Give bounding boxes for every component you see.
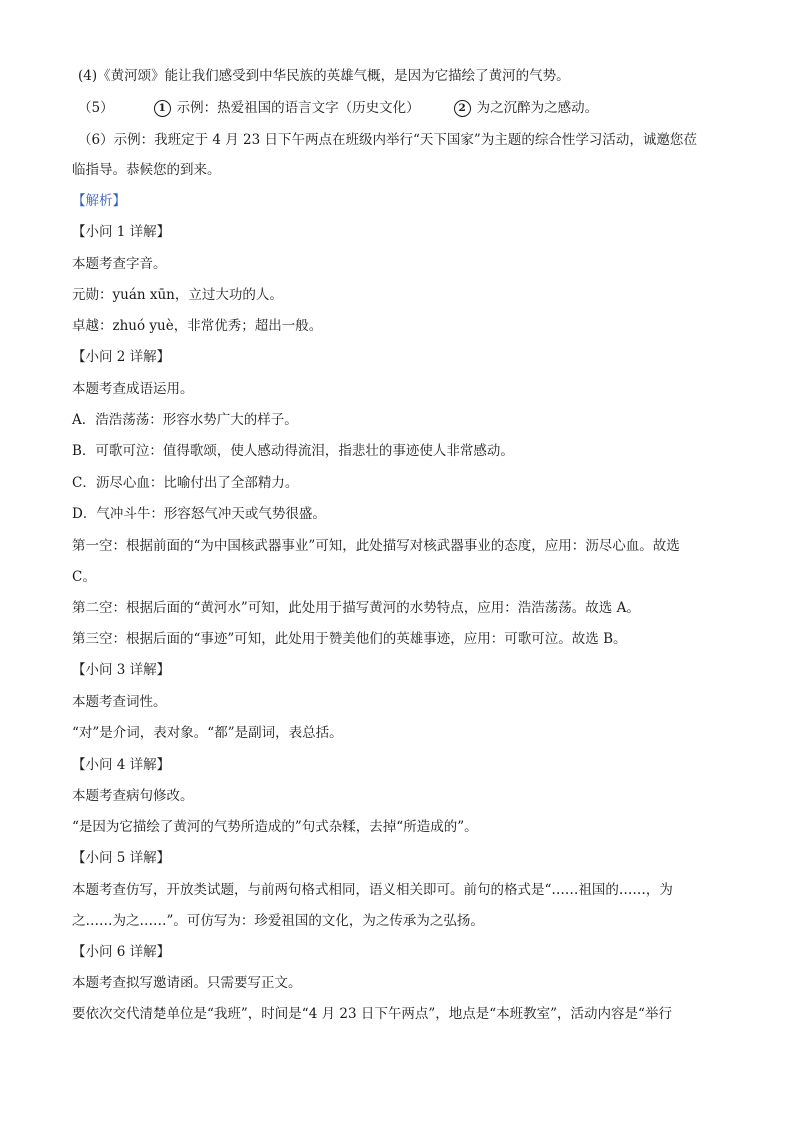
q1-line: 本题考查字音。 [72,256,167,272]
answer-6-line-2: 临指导。恭候您的到来。 [72,162,221,178]
q4-heading: 【小问 4 详解】 [72,757,171,773]
q6-line: 本题考查拟写邀请函。只需要写正文。 [72,975,302,991]
answer-5 [78,98,730,118]
q1-line: 元勋：yuán xūn，立过大功的人。 [72,287,283,303]
q2-blank-2: 第二空：根据后面的“黄河水”可知，此处用于描写黄河的水势特点，应用：浩浩荡荡。故选 A。 [72,600,640,616]
q2-line: 本题考查成语运用。 [72,381,194,397]
answer-5-label: （5） [78,100,114,116]
q4-line: 本题考查病句修改。 [72,788,194,804]
q6-heading: 【小问 6 详解】 [72,944,171,960]
answer-4: (4)《黄河颂》能让我们感受到中华民族的英雄气概，是因为它描绘了黄河的气势。 [78,68,570,84]
q2-blank-1: 第一空：根据前面的“为中国核武器事业”可知，此处描写对核武器事业的态度，应用：沥尽心血。故选 [72,538,680,554]
circled-number-2-icon: 2 [454,100,471,117]
q2-option-c: C．沥尽心血：比喻付出了全部精力。 [72,475,299,491]
analysis-heading: 【解析】 [72,193,126,209]
q2-blank-3: 第三空：根据后面的“事迹”可知，此处用于赞美他们的英雄事迹，应用：可歌可泣。故选 B。 [72,631,627,647]
answer-6-line-1: （6）示例：我班定于 4 月 23 日下午两点在班级内举行“天下国家”为主题的综合性学习活动，诚邀您莅 [78,132,697,148]
q5-heading: 【小问 5 详解】 [72,850,171,866]
q6-line: 要依次交代清楚单位是“我班”，时间是“4 月 23 日下午两点”，地点是“本班教室”，活动内容是“举行 [72,1006,672,1022]
q2-option-b: B．可歌可泣：值得歌颂，使人感动得流泪，指悲壮的事迹使人非常感动。 [72,443,514,459]
q3-line: “对”是介词，表对象。“都”是副词，表总括。 [72,725,343,741]
q2-heading: 【小问 2 详解】 [72,349,171,365]
answer-5-part1: 示例：热爱祖国的语言文字（历史文化） [176,100,420,116]
q3-heading: 【小问 3 详解】 [72,662,171,678]
q3-line: 本题考查词性。 [72,694,167,710]
q2-option-a: A．浩浩荡荡：形容水势广大的样子。 [72,412,298,428]
q5-line: 本题考查仿写，开放类试题，与前两句格式相同，语义相关即可。前句的格式是“……祖国的……，为 [72,882,673,898]
circled-number-1-icon: 1 [154,100,171,117]
q1-heading: 【小问 1 详解】 [72,224,171,240]
answer-5-part2: 为之沉醉为之感动。 [476,100,599,116]
q1-line: 卓越：zhuó yuè，非常优秀；超出一般。 [72,318,323,334]
q2-blank-1-cont: C。 [72,569,96,585]
q2-option-d: D．气冲斗牛：形容怒气冲天或气势很盛。 [72,506,326,522]
q5-line: 之……为之……”。可仿写为：珍爱祖国的文化，为之传承为之弘扬。 [72,913,484,929]
q4-line: “是因为它描绘了黄河的气势所造成的”句式杂糅，去掉“所造成的”。 [72,819,478,835]
